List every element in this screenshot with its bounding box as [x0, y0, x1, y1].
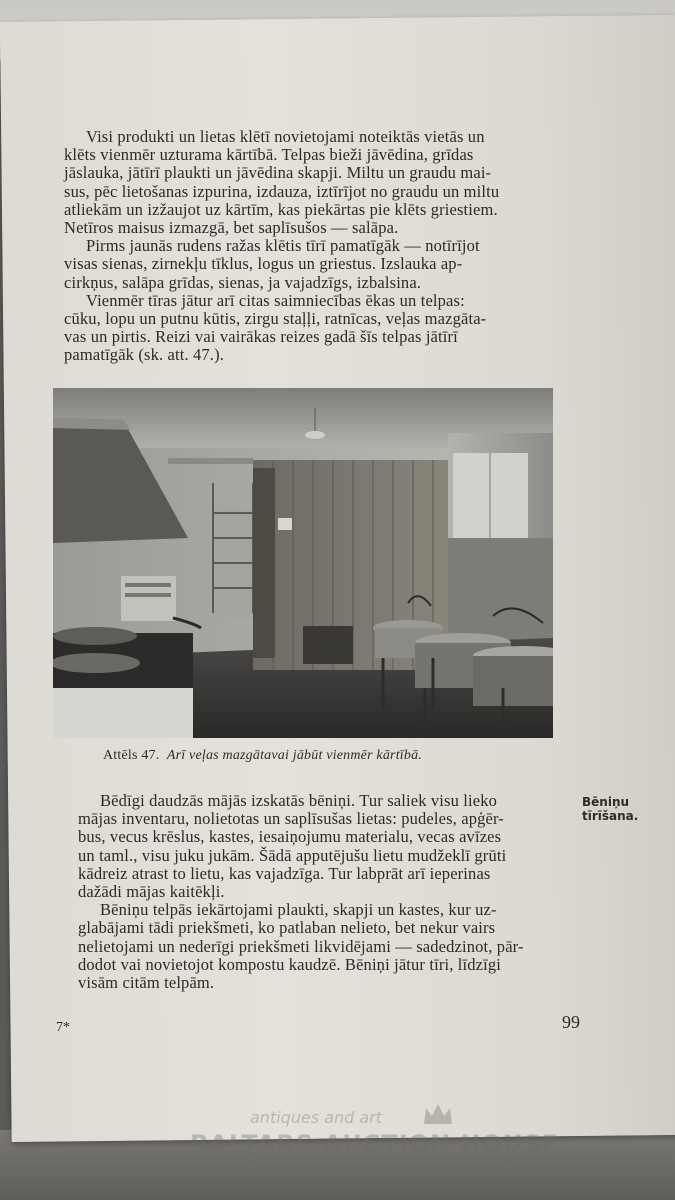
text-line: kādreiz atrast to lietu, kas vajadzīga. Tur labprāt arī ieperinas [78, 863, 491, 883]
crown-icon [422, 1102, 454, 1128]
text-line: dažādi mājas kaitēkļi. [78, 882, 225, 902]
watermark-brand: BALTARS AUCTION HOUSE [190, 1130, 560, 1158]
text-line: sus, pēc lietošanas izpurina, izdauza, iztīrījot no graudu un miltu [64, 181, 500, 201]
page-number: 99 [562, 1012, 580, 1032]
text-line: Bēniņu telpās iekārtojami plaukti, skapji un kastes, kur uz- [100, 900, 497, 920]
text-line: jāslauka, jātīrī plaukti un jāvēdina skapji. Miltu un graudu mai- [64, 163, 492, 183]
paragraph [78, 901, 574, 992]
text-line: bus, vecus krēslus, kastes, iesaiņojumu materialu, vecas avīzes [78, 827, 502, 847]
text-line: Visi produkti un lietas klētī novietojami noteiktās vietās un [86, 127, 485, 146]
text-line: Vienmēr tīras jātur arī citas saimniecības ēkas un telpas: [86, 290, 465, 310]
caption-prefix: Attēls 47. [103, 748, 160, 763]
caption-text: Arī veļas mazgātavai jābūt vienmēr kārtībā. [166, 748, 422, 763]
figure-caption [103, 748, 422, 764]
figure-photo [53, 388, 553, 738]
watermark [190, 1108, 610, 1168]
text-line: nelietojami un nederīgi priekšmeti likvidējami — sadedzinot, pār- [78, 936, 524, 956]
text-line: cirkņus, salāpa grīdas, sienas, ja vajadzīgs, izbalsina. [64, 272, 422, 292]
text-line: un taml., visu juku jukām. Šādā apputējušu lietu mudžeklī grūti [78, 845, 507, 865]
text-line: atliekām un izžaujot uz kārtīm, kas piekārtas pie klēts griestiem. [64, 199, 498, 219]
paragraph [64, 292, 560, 365]
text-line: glabājami tādi priekšmeti, ko patlaban nelieto, bet nekur vairs [78, 918, 496, 938]
paragraph [64, 237, 560, 292]
text-line: cūku, lopu un putnu kūtis, zirgu staļļi, ratnīcas, veļas mazgāta- [64, 309, 487, 329]
body-text-bottom [78, 792, 574, 992]
paragraph [78, 792, 574, 901]
text-line: mājas inventaru, nolietotas un saplīsušas lietas: pudeles, apģēr- [78, 809, 504, 829]
margin-note-line-1: Bēniņu [582, 795, 630, 809]
paragraph [64, 128, 560, 237]
text-line: Netīros maisus izmazgā, bet saplīsušos — salāpa. [64, 218, 399, 238]
watermark-tagline: antiques and art [250, 1108, 383, 1127]
margin-note-line-2: tīrīšana. [582, 809, 639, 823]
text-line: Bēdīgi daudzās mājās izskatās bēniņi. Tur saliek visu lieko [100, 791, 498, 810]
margin-note [582, 795, 638, 823]
body-text-top [64, 128, 560, 365]
text-line: vas un pirtis. Reizi vai vairākas reizes gadā šīs telpas jātīrī [64, 327, 458, 347]
text-line: klēts vienmēr uzturama kārtībā. Telpas bieži jāvēdina, grīdas [64, 145, 474, 165]
text-line: Pirms jaunās rudens ražas klētis tīrī pamatīgāk — notīrījot [86, 236, 480, 256]
text-line: dodot vai novietojot kompostu kaudzē. Bēniņi jātur tīri, līdzīgi [78, 954, 501, 974]
signature-mark: 7* [56, 1020, 70, 1035]
text-line: pamatīgāk (sk. att. 47.). [64, 345, 225, 365]
text-line: visas sienas, zirnekļu tīklus, logus un griestus. Izslauka ap- [64, 254, 463, 274]
text-line: visām citām telpām. [78, 973, 215, 993]
